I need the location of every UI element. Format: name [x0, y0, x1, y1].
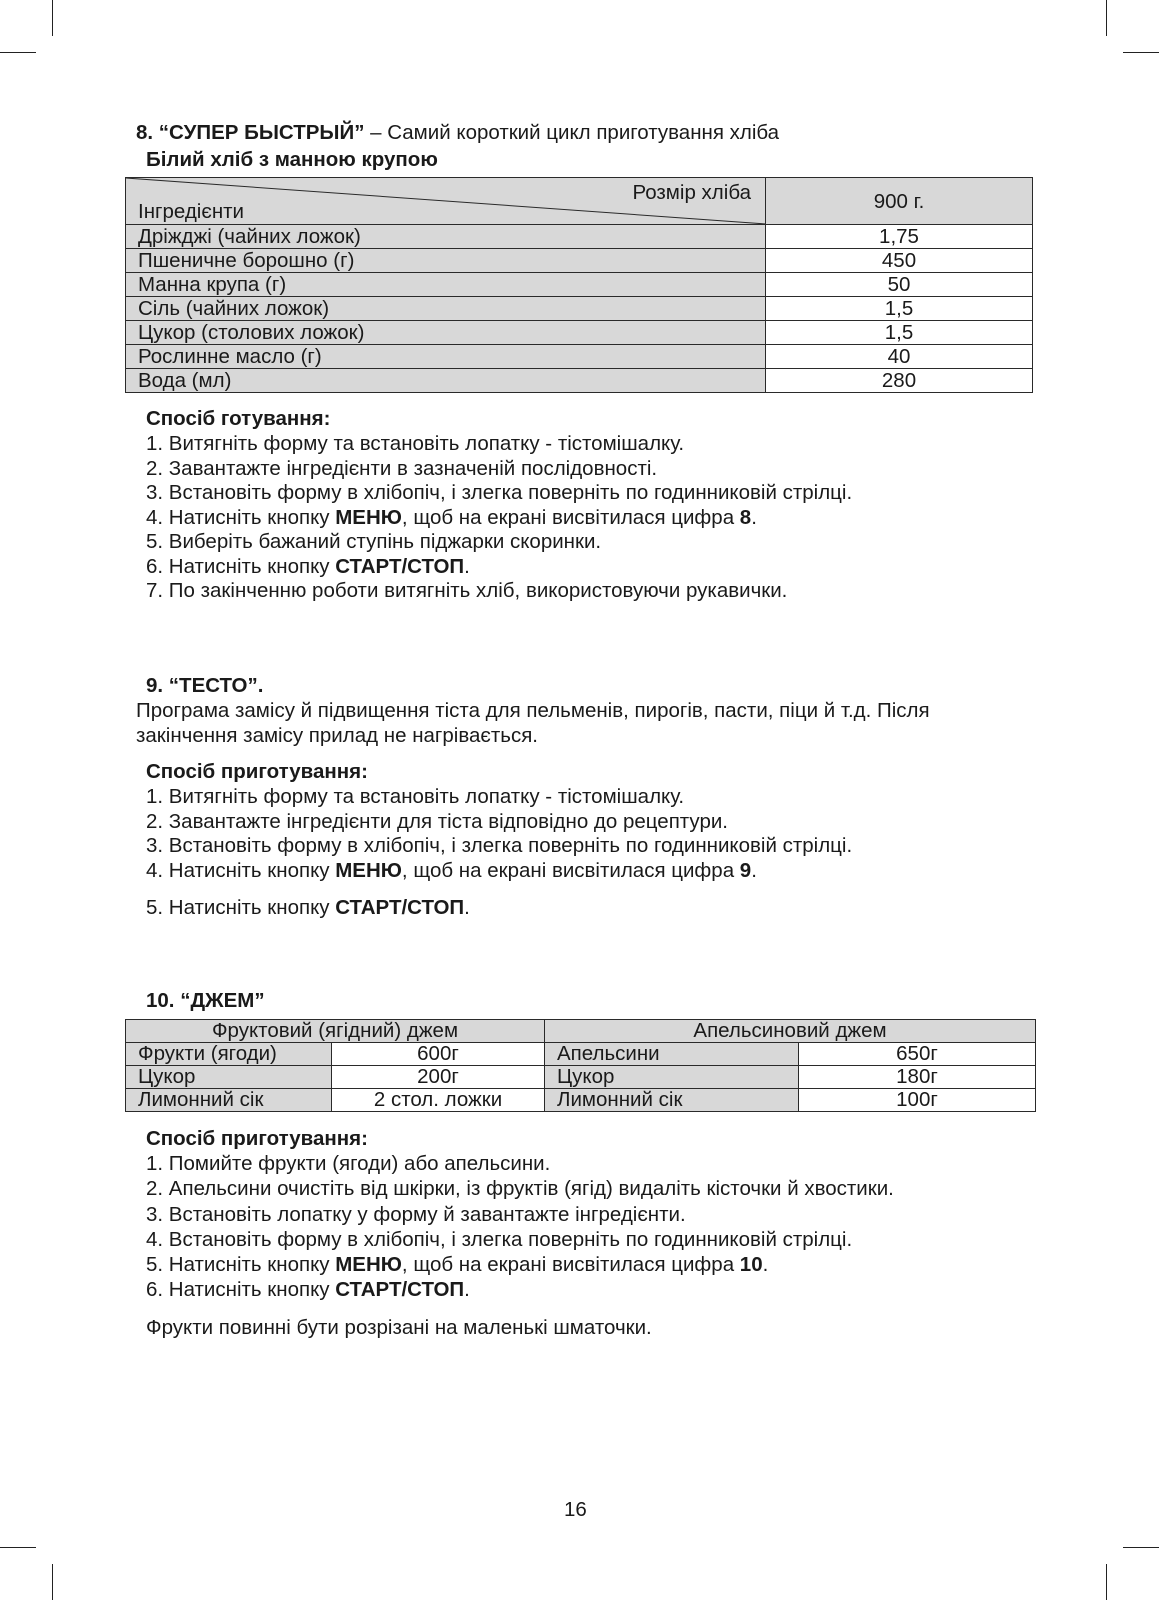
crop-mark: [0, 52, 36, 53]
section8-method-title: Спосіб готування:: [146, 407, 331, 430]
step: 4. Встановіть форму в хлібопіч, і злегка поверніть по годинниковій стрілці.: [146, 1228, 853, 1251]
crop-mark: [1123, 52, 1159, 53]
header-ingredients: Інгредієнти: [138, 200, 244, 223]
ingredient-name: Сіль (чайних ложок): [126, 297, 766, 321]
table-row: [126, 1043, 1036, 1066]
page-number: 16: [564, 1498, 587, 1521]
step-text: .: [464, 896, 470, 919]
step-text: .: [464, 1278, 470, 1301]
step: [146, 861, 757, 882]
step-text: 4. Натисніть кнопку: [146, 506, 336, 529]
orange-ingredient-name: Цукор: [545, 1066, 799, 1089]
section9-method-title: Спосіб приготування:: [146, 760, 368, 783]
section9-description: закінчення замісу прилад не нагрівається.: [136, 724, 538, 747]
step: [146, 1255, 768, 1276]
ingredient-name: Манна крупа (г): [126, 273, 766, 297]
step-text: , щоб на екрані висвітилася цифра: [401, 859, 740, 882]
table-row: [126, 297, 1033, 321]
ingredient-value: 1,75: [766, 225, 1033, 249]
crop-mark: [1123, 1547, 1159, 1548]
step: 3. Встановіть форму в хлібопіч, і злегка поверніть по годинниковій стрілці.: [146, 834, 853, 857]
ingredient-name: Пшеничне борошно (г): [126, 249, 766, 273]
section10-note: Фрукти повинні бути розрізані на маленькі шматочки.: [146, 1316, 652, 1339]
ingredient-name: Дріжджі (чайних ложок): [126, 225, 766, 249]
step-text: 6. Натисніть кнопку: [146, 1278, 336, 1301]
ingredient-value: 1,5: [766, 297, 1033, 321]
header-fruit-jam: Фруктовий (ягідний) джем: [126, 1020, 545, 1043]
program-number: 10: [739, 1253, 763, 1276]
header-size: Розмір хліба: [632, 181, 751, 204]
program-number: 9: [739, 859, 752, 882]
step: 2. Завантажте інгредієнти в зазначеній послідовності.: [146, 457, 658, 480]
ingredient-name: Рослинне масло (г): [126, 345, 766, 369]
step: 1. Помийте фрукти (ягоди) або апельсини.: [146, 1152, 551, 1175]
fruit-ingredient-name: Лимонний сік: [126, 1089, 332, 1112]
start-stop-key-label: СТАРТ/СТОП: [335, 1278, 465, 1301]
table-row: [126, 273, 1033, 297]
table-row: [126, 1066, 1036, 1089]
orange-ingredient-value: 650г: [799, 1043, 1036, 1066]
table-header-row: [126, 1020, 1036, 1043]
step: 1. Витягніть форму та встановіть лопатку - тістомішалку.: [146, 785, 685, 808]
header-value: 900 г.: [766, 178, 1033, 225]
jam-ingredients-table: [125, 1019, 1036, 1112]
section9-title: 9. “ТЕСТО”.: [146, 674, 264, 697]
table-row: [126, 369, 1033, 393]
step-text: 6. Натисніть кнопку: [146, 555, 336, 578]
step: [146, 557, 470, 578]
step-text: .: [762, 1253, 769, 1276]
step-text: .: [751, 859, 757, 882]
crop-mark: [1106, 0, 1107, 36]
step: [146, 898, 470, 919]
fruit-ingredient-value: 600г: [332, 1043, 545, 1066]
ingredient-value: 40: [766, 345, 1033, 369]
fruit-ingredient-name: Фрукти (ягоди): [126, 1043, 332, 1066]
step: 2. Апельсини очистіть від шкірки, із фруктів (ягід) видаліть кісточки й хвостики.: [146, 1177, 894, 1200]
bread-ingredients-table: [125, 177, 1033, 393]
section10-title: 10. “ДЖЕМ”: [146, 989, 265, 1012]
step: [146, 1280, 470, 1301]
section8-subtitle: Білий хліб з манною крупою: [146, 148, 438, 171]
step: 1. Витягніть форму та встановіть лопатку - тістомішалку.: [146, 432, 685, 455]
crop-mark: [52, 1564, 53, 1600]
section10-method-title: Спосіб приготування:: [146, 1127, 368, 1150]
table-row: [126, 249, 1033, 273]
menu-key-label: МЕНЮ: [335, 1253, 402, 1276]
start-stop-key-label: СТАРТ/СТОП: [335, 896, 465, 919]
ingredient-value: 50: [766, 273, 1033, 297]
section8-title-rest: – Самий короткий цикл приготування хліба: [364, 121, 780, 144]
step: 3. Встановіть форму в хлібопіч, і злегка поверніть по годинниковій стрілці.: [146, 481, 853, 504]
table-row: [126, 345, 1033, 369]
orange-ingredient-name: Апельсини: [545, 1043, 799, 1066]
crop-mark: [1106, 1564, 1107, 1600]
ingredient-name: Цукор (столових ложок): [126, 321, 766, 345]
step: [146, 508, 757, 529]
table-header-row: [126, 178, 1033, 225]
section8-title-bold: 8. “СУПЕР БЫСТРЫЙ”: [136, 121, 365, 144]
fruit-ingredient-value: 200г: [332, 1066, 545, 1089]
step: 7. По закінченню роботи витягніть хліб, використовуючи рукавички.: [146, 579, 788, 602]
step-text: , щоб на екрані висвітилася цифра: [401, 506, 740, 529]
section9-description: Програма замісу й підвищення тіста для пельменів, пирогів, пасти, піци й т.д. Після: [136, 699, 930, 722]
step-text: 5. Натисніть кнопку: [146, 896, 336, 919]
step-text: , щоб на екрані висвітилася цифра: [401, 1253, 740, 1276]
ingredient-value: 1,5: [766, 321, 1033, 345]
table-row: [126, 225, 1033, 249]
orange-ingredient-name: Лимонний сік: [545, 1089, 799, 1112]
fruit-ingredient-name: Цукор: [126, 1066, 332, 1089]
orange-ingredient-value: 100г: [799, 1089, 1036, 1112]
table-row: [126, 321, 1033, 345]
ingredient-name: Вода (мл): [126, 369, 766, 393]
header-orange-jam: Апельсиновий джем: [545, 1020, 1036, 1043]
menu-key-label: МЕНЮ: [335, 859, 402, 882]
step: 3. Встановіть лопатку у форму й завантажте інгредієнти.: [146, 1203, 686, 1226]
ingredient-value: 450: [766, 249, 1033, 273]
step-text: 4. Натисніть кнопку: [146, 859, 336, 882]
table-row: [126, 1089, 1036, 1112]
step-text: .: [464, 555, 470, 578]
start-stop-key-label: СТАРТ/СТОП: [335, 555, 465, 578]
step: 5. Виберіть бажаний ступінь піджарки скоринки.: [146, 530, 602, 553]
step-text: .: [751, 506, 757, 529]
fruit-ingredient-value: 2 стол. ложки: [332, 1089, 545, 1112]
orange-ingredient-value: 180г: [799, 1066, 1036, 1089]
step-text: 5. Натисніть кнопку: [146, 1253, 336, 1276]
section8-title: [136, 123, 779, 144]
step: 2. Завантажте інгредієнти для тіста відповідно до рецептури.: [146, 810, 728, 833]
crop-mark: [0, 1547, 36, 1548]
ingredient-value: 280: [766, 369, 1033, 393]
menu-key-label: МЕНЮ: [335, 506, 402, 529]
program-number: 8: [739, 506, 752, 529]
diagonal-header-cell: [126, 178, 766, 225]
crop-mark: [52, 0, 53, 36]
